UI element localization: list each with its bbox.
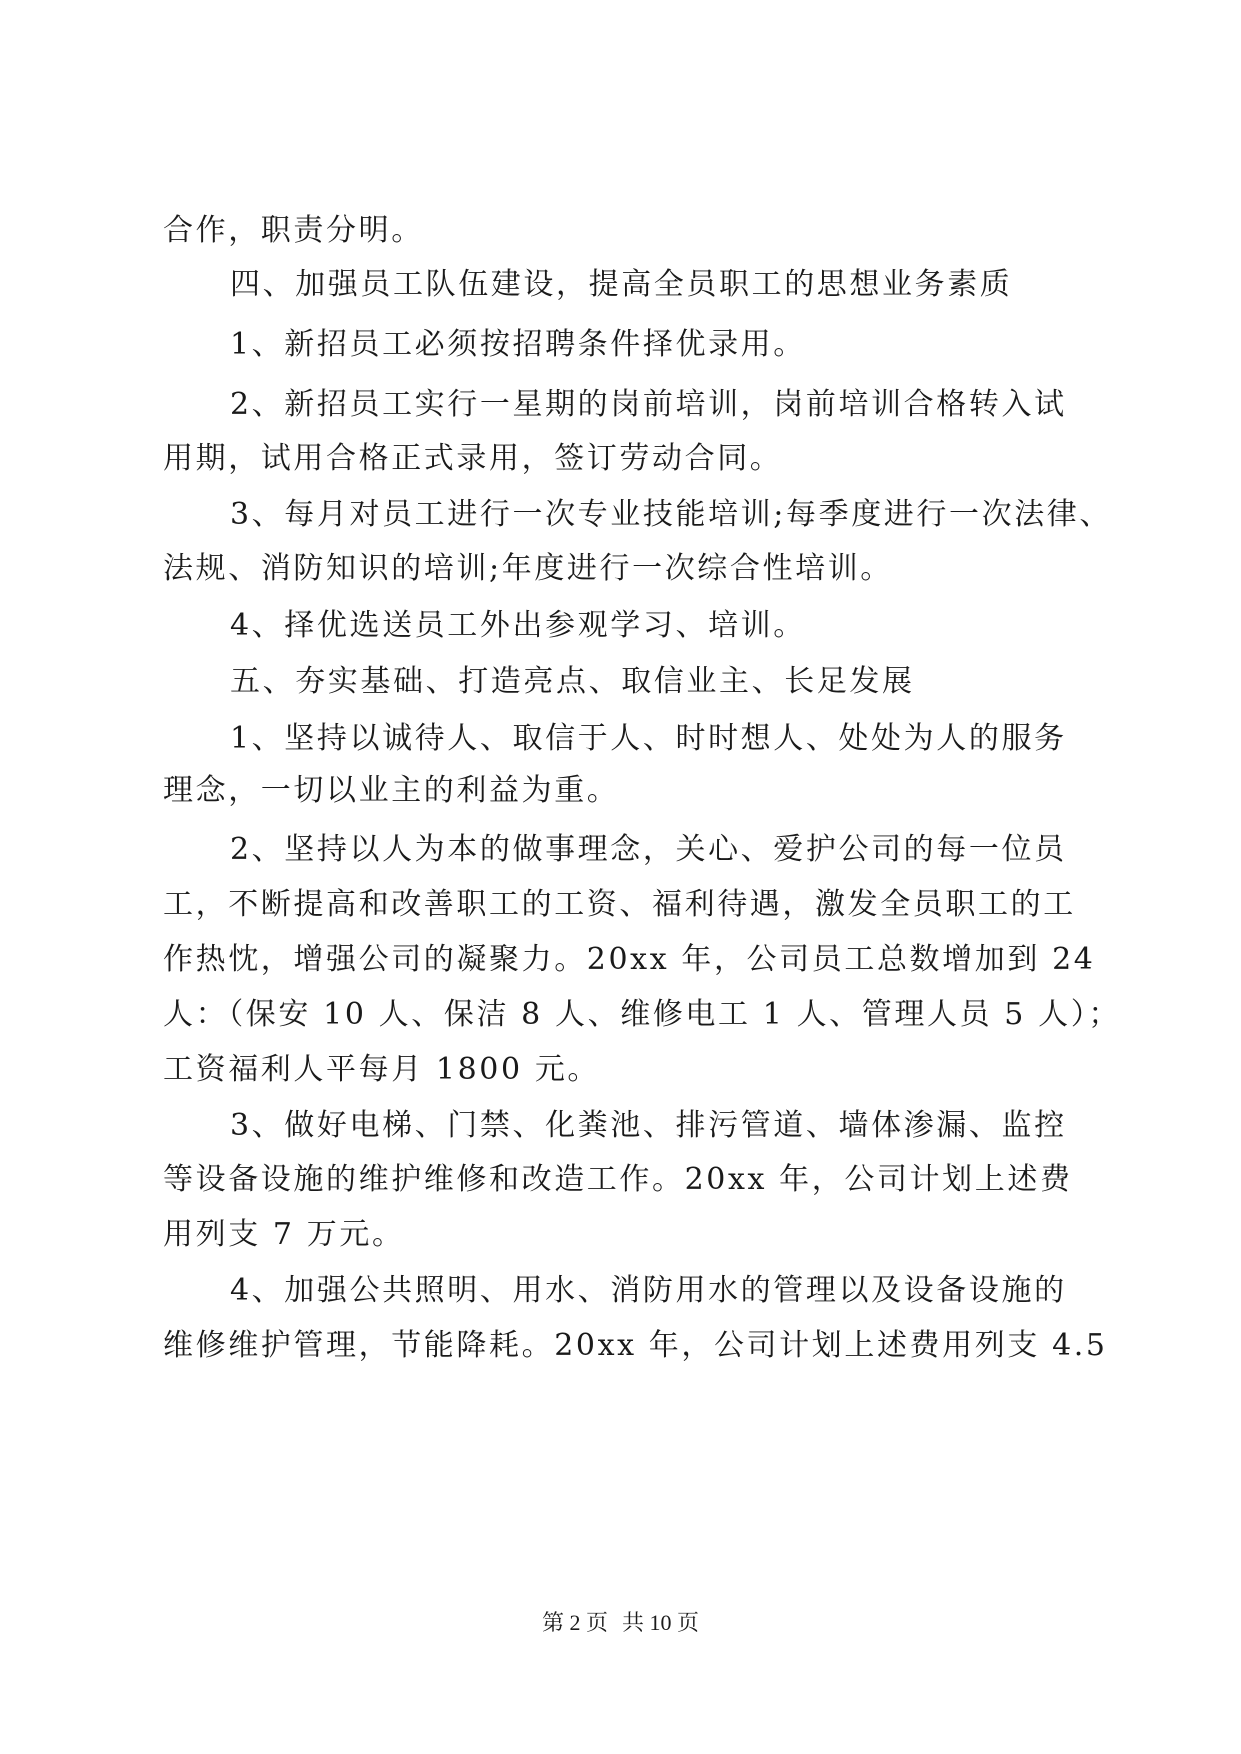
page-footer: [0, 1609, 1241, 1637]
text-line: 4、择优选送员工外出参观学习、培训。: [230, 608, 806, 643]
text-line: 2、新招员工实行一星期的岗前培训，岗前培训合格转入试: [230, 387, 1067, 422]
text-line: 人：（保安 10 人、保洁 8 人、维修电工 1 人、管理人员 5 人）；: [163, 997, 1121, 1032]
section-heading: 四、加强员工队伍建设，提高全员职工的思想业务素质: [230, 267, 1013, 302]
text-line: 1、新招员工必须按招聘条件择优录用。: [230, 327, 806, 362]
section-heading: 五、夯实基础、打造亮点、取信业主、长足发展: [230, 664, 915, 699]
text-line: 作热忱，增强公司的凝聚力。20xx 年，公司员工总数增加到 24: [163, 942, 1096, 977]
text-line: 用列支 7 万元。: [163, 1217, 405, 1252]
text-line: 工资福利人平每月 1800 元。: [163, 1052, 601, 1087]
text-line: 用期，试用合格正式录用，签订劳动合同。: [163, 441, 783, 476]
page-total: 共 10 页: [622, 1610, 700, 1635]
text-line: 合作，职责分明。: [163, 213, 424, 248]
text-line: 理念，一切以业主的利益为重。: [163, 773, 620, 808]
text-line: 工，不断提高和改善职工的工资、福利待遇，激发全员职工的工: [163, 887, 1076, 922]
text-line: 1、坚持以诚待人、取信于人、时时想人、处处为人的服务: [230, 721, 1067, 756]
text-line: 法规、消防知识的培训;年度进行一次综合性培训。: [163, 551, 893, 586]
page-number: 第 2 页: [541, 1610, 608, 1635]
text-line: 3、每月对员工进行一次专业技能培训;每季度进行一次法律、: [230, 497, 1112, 532]
text-line: 等设备设施的维护维修和改造工作。20xx 年，公司计划上述费: [163, 1162, 1073, 1197]
text-line: 3、做好电梯、门禁、化粪池、排污管道、墙体渗漏、监控: [230, 1108, 1067, 1143]
text-line: 2、坚持以人为本的做事理念，关心、爱护公司的每一位员: [230, 832, 1067, 867]
text-line: 4、加强公共照明、用水、消防用水的管理以及设备设施的: [230, 1273, 1067, 1308]
text-line: 维修维护管理，节能降耗。20xx 年，公司计划上述费用列支 4.5: [163, 1328, 1108, 1363]
